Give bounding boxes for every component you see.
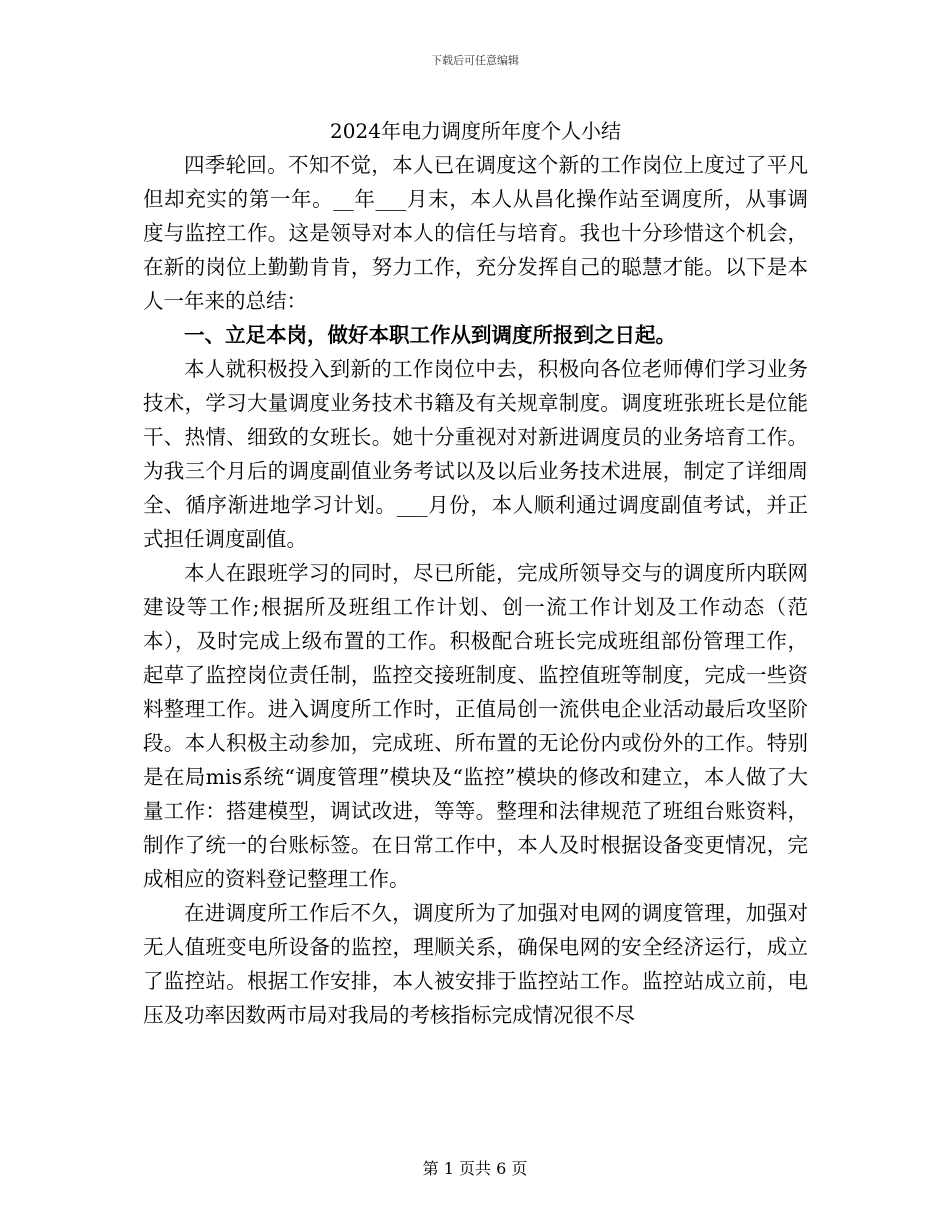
document-title: 2024年电力调度所年度个人小结 xyxy=(330,119,621,143)
header-note: 下载后可任意编辑 xyxy=(431,54,519,67)
section-heading-1: 一、立足本岗，做好本职工作从到调度所报到之日起。 xyxy=(184,323,676,347)
paragraph-study: 本人就积极投入到新的工作岗位中去，积极向各位老师傅们学习业务技术，学习大量调度业务技术书籍及有关规章制度。调度班张班长是位能干、热情、细致的女班长。她十分重视对对新进调度员的业务培育工作。为我三个月后的调度副值业务考试以及以后业务技术进展，制定了详细周全、循序渐进地学习计划。___月份，本人顺利通过调度副值考试，并正式担任调度副值。 xyxy=(143,357,808,551)
paragraph-monitoring: 在进调度所工作后不久，调度所为了加强对电网的调度管理，加强对无人值班变电所设备的监控，理顺关系，确保电网的安全经济运行，成立了监控站。根据工作安排，本人被安排于监控站工作。监控站成立前，电压及功率因数两市局对我局的考核指标完成情况很不尽 xyxy=(143,901,808,1027)
page-number: 第 1 页共 6 页 xyxy=(422,1159,528,1178)
paragraph-intro: 四季轮回。不知不觉，本人已在调度这个新的工作岗位上度过了平凡但却充实的第一年。__年___月末，本人从昌化操作站至调度所，从事调度与监控工作。这是领导对本人的信任与培育。我也十分珍惜这个机会，在新的岗位上勤勤肯肯，努力工作，充分发挥自己的聪慧才能。以下是本人一年来的总结： xyxy=(143,153,808,313)
paragraph-work: 本人在跟班学习的同时，尽已所能，完成所领导交与的调度所内联网建设等工作;根据所及班组工作计划、创一流工作计划及工作动态（范本），及时完成上级布置的工作。积极配合班长完成班组部份管理工作，起草了监控岗位责任制，监控交接班制度、监控值班等制度，完成一些资料整理工作。进入调度所工作时，正值局创一流供电企业活动最后攻坚阶段。本人积极主动参加，完成班、所布置的无论份内或份外的工作。特别是在局mis系统“调度管理”模块及“监控”模块的修改和建立，本人做了大量工作：搭建模型，调试改进，等等。整理和法律规范了班组台账资料，制作了统一的台账标签。在日常工作中，本人及时根据设备变更情况，完成相应的资料登记整理工作。 xyxy=(143,561,808,891)
document-body xyxy=(143,110,808,1032)
